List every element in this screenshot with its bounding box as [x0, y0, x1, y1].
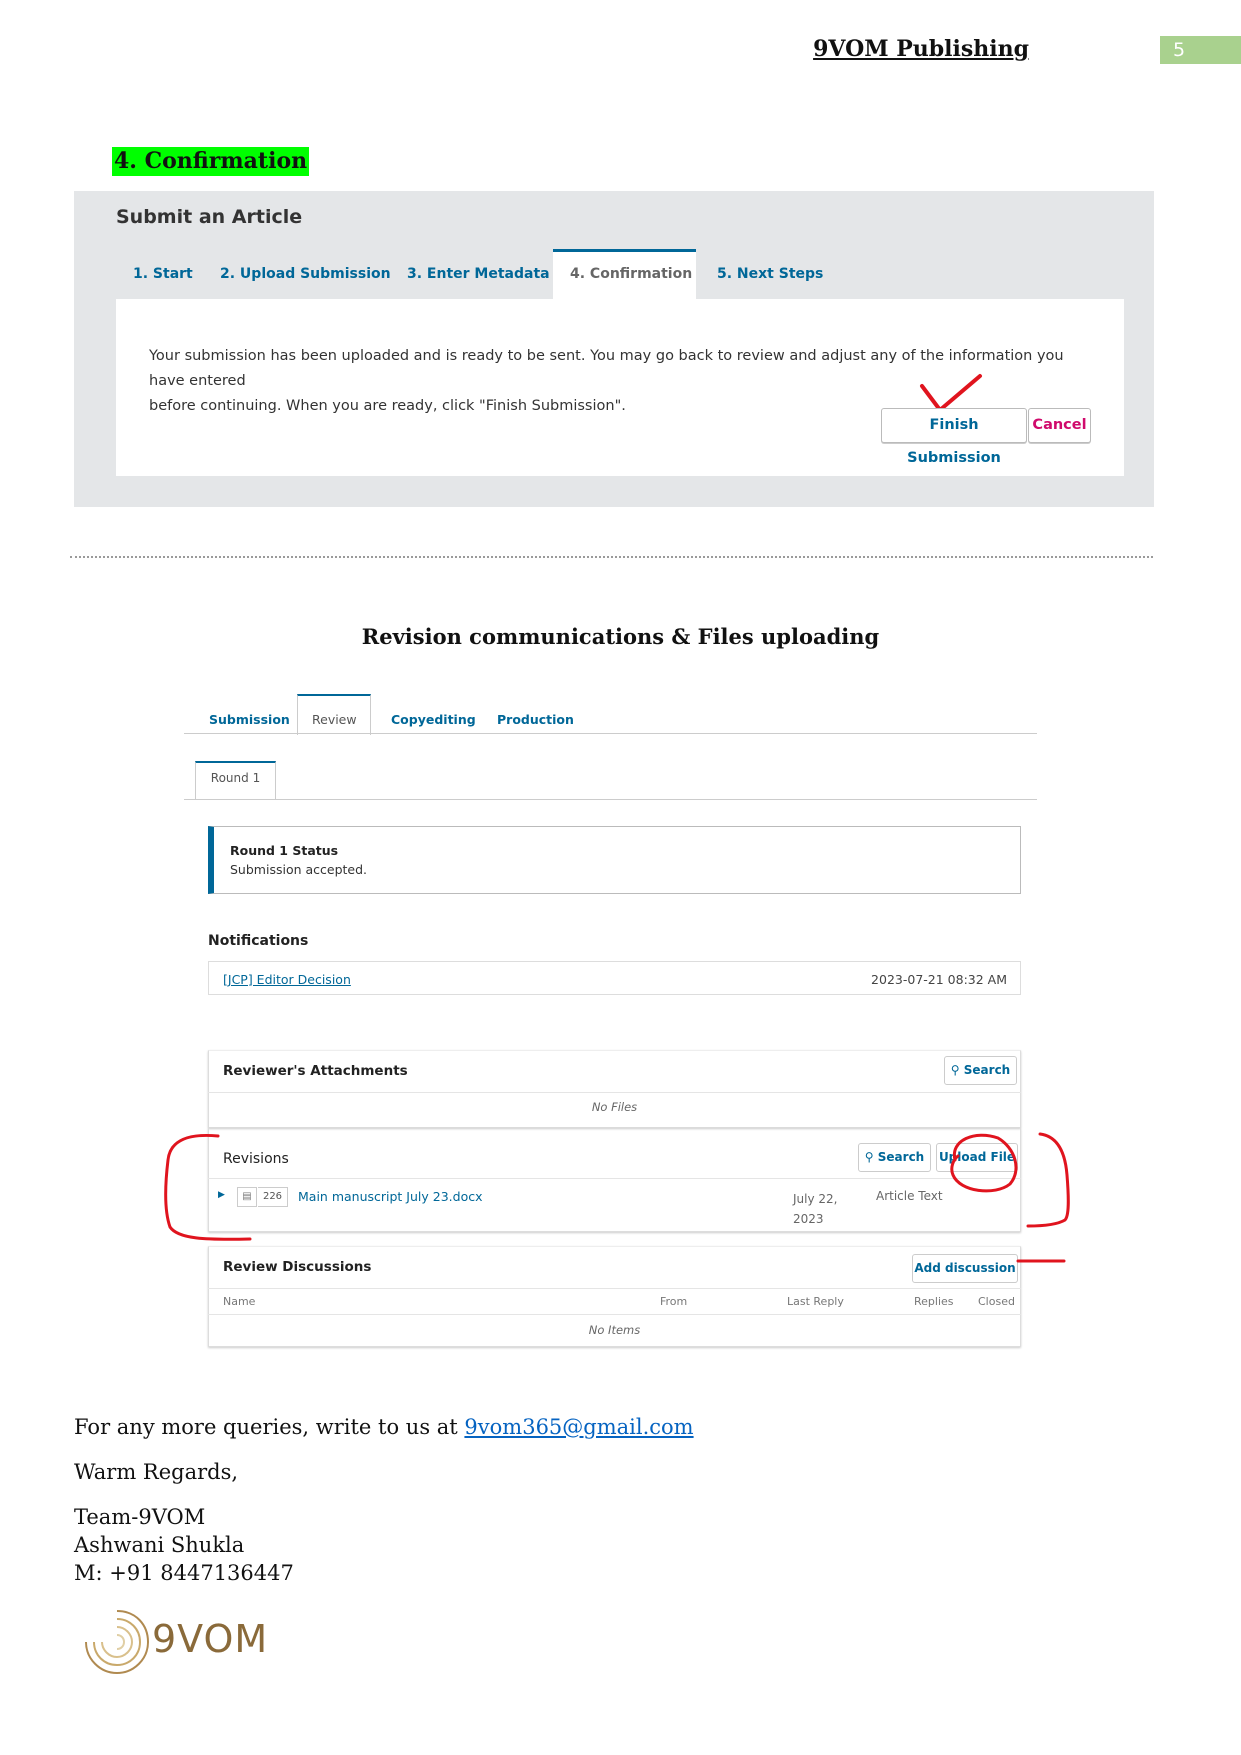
round-tab-label: Round 1 [210, 771, 261, 785]
tab-start[interactable]: 1. Start [133, 266, 193, 282]
tab-divider [184, 733, 1037, 734]
section-heading-confirmation: 4. Confirmation [114, 148, 308, 174]
file-type: Article Text [876, 1189, 943, 1203]
round-divider [184, 799, 1037, 800]
column-header-name: Name [223, 1295, 256, 1308]
submit-panel-title: Submit an Article [116, 206, 303, 228]
publisher-header: 9VOM Publishing [813, 36, 1029, 62]
contact-email-link[interactable]: 9vom365@gmail.com [464, 1415, 694, 1439]
cancel-button[interactable]: Cancel [1028, 408, 1091, 443]
logo-wordmark: 9VOM [152, 1617, 269, 1661]
search-icon: ⚲ [864, 1150, 874, 1164]
grid-divider [208, 1288, 1021, 1289]
tab-submission[interactable]: Submission [209, 712, 290, 727]
file-id-badge: 226 [258, 1187, 288, 1207]
revisions-heading: Revisions [223, 1151, 289, 1167]
editor-decision-link[interactable]: [JCP] Editor Decision [223, 972, 351, 987]
red-dash-annotation-icon [1016, 1256, 1066, 1266]
regards-text: Warm Regards, [74, 1460, 239, 1484]
finish-submission-button[interactable]: Finish Submission [881, 408, 1027, 443]
column-header-closed: Closed [978, 1295, 1015, 1308]
file-date-line: 2023 [793, 1212, 824, 1226]
tab-confirmation[interactable]: 4. Confirmation [570, 266, 693, 282]
no-files-text: No Files [591, 1100, 638, 1114]
add-discussion-button[interactable]: Add discussion [912, 1254, 1018, 1283]
attachments-search-button[interactable] [944, 1056, 1017, 1085]
confirmation-message-line: before continuing. When you are ready, click "Finish Submission". [149, 398, 626, 414]
search-label: Search [963, 1063, 1011, 1077]
grid-divider [208, 1314, 1021, 1315]
section-heading-revision: Revision communications & Files uploading [361, 624, 880, 649]
round-status-title: Round 1 Status [230, 843, 339, 858]
notifications-heading: Notifications [208, 933, 309, 949]
confirmation-message-line: Your submission has been uploaded and is ready to be sent. You may go back to review and adjust any of the information you have entered [149, 348, 1064, 389]
tab-enter-metadata[interactable]: 3. Enter Metadata [407, 266, 550, 282]
9vom-logo-icon [78, 1603, 156, 1681]
round-status-text: Submission accepted. [230, 862, 368, 877]
notification-date: 2023-07-21 08:32 AM [871, 972, 1007, 987]
round-status-box [208, 826, 1021, 894]
contact-prefix: For any more queries, write to us at [74, 1415, 465, 1439]
file-date-line: July 22, [793, 1192, 838, 1206]
team-text: Team-9VOM [74, 1505, 206, 1529]
tab-review[interactable]: Review [312, 712, 357, 727]
tab-upload-submission[interactable]: 2. Upload Submission [220, 266, 391, 282]
expand-arrow-icon[interactable]: ▶ [218, 1190, 225, 1200]
no-items-text: No Items [588, 1323, 641, 1337]
search-icon: ⚲ [950, 1063, 960, 1077]
tab-copyediting[interactable]: Copyediting [391, 712, 476, 727]
red-annotation-marks-icon [160, 1130, 1080, 1245]
column-header-replies: Replies [914, 1295, 954, 1308]
file-name-link[interactable]: Main manuscript July 23.docx [298, 1189, 483, 1204]
attachments-heading: Reviewer's Attachments [223, 1063, 408, 1079]
column-header-last-reply: Last Reply [787, 1295, 844, 1308]
tab-production[interactable]: Production [497, 712, 574, 727]
grid-divider [208, 1092, 1021, 1093]
search-label: Search [877, 1150, 925, 1164]
tab-next-steps[interactable]: 5. Next Steps [717, 266, 824, 282]
column-header-from: From [660, 1295, 688, 1308]
signatory-name: Ashwani Shukla [74, 1533, 245, 1557]
document-icon: ▤ [237, 1187, 257, 1207]
contact-line [74, 1415, 694, 1439]
phone-text: M: +91 8447136447 [74, 1561, 294, 1585]
upload-file-button[interactable]: Upload File [936, 1143, 1018, 1172]
reviewer-attachments-grid [208, 1050, 1021, 1128]
discussions-heading: Review Discussions [223, 1259, 372, 1275]
page-number-badge: 5 [1160, 36, 1241, 64]
dotted-divider [70, 556, 1153, 558]
